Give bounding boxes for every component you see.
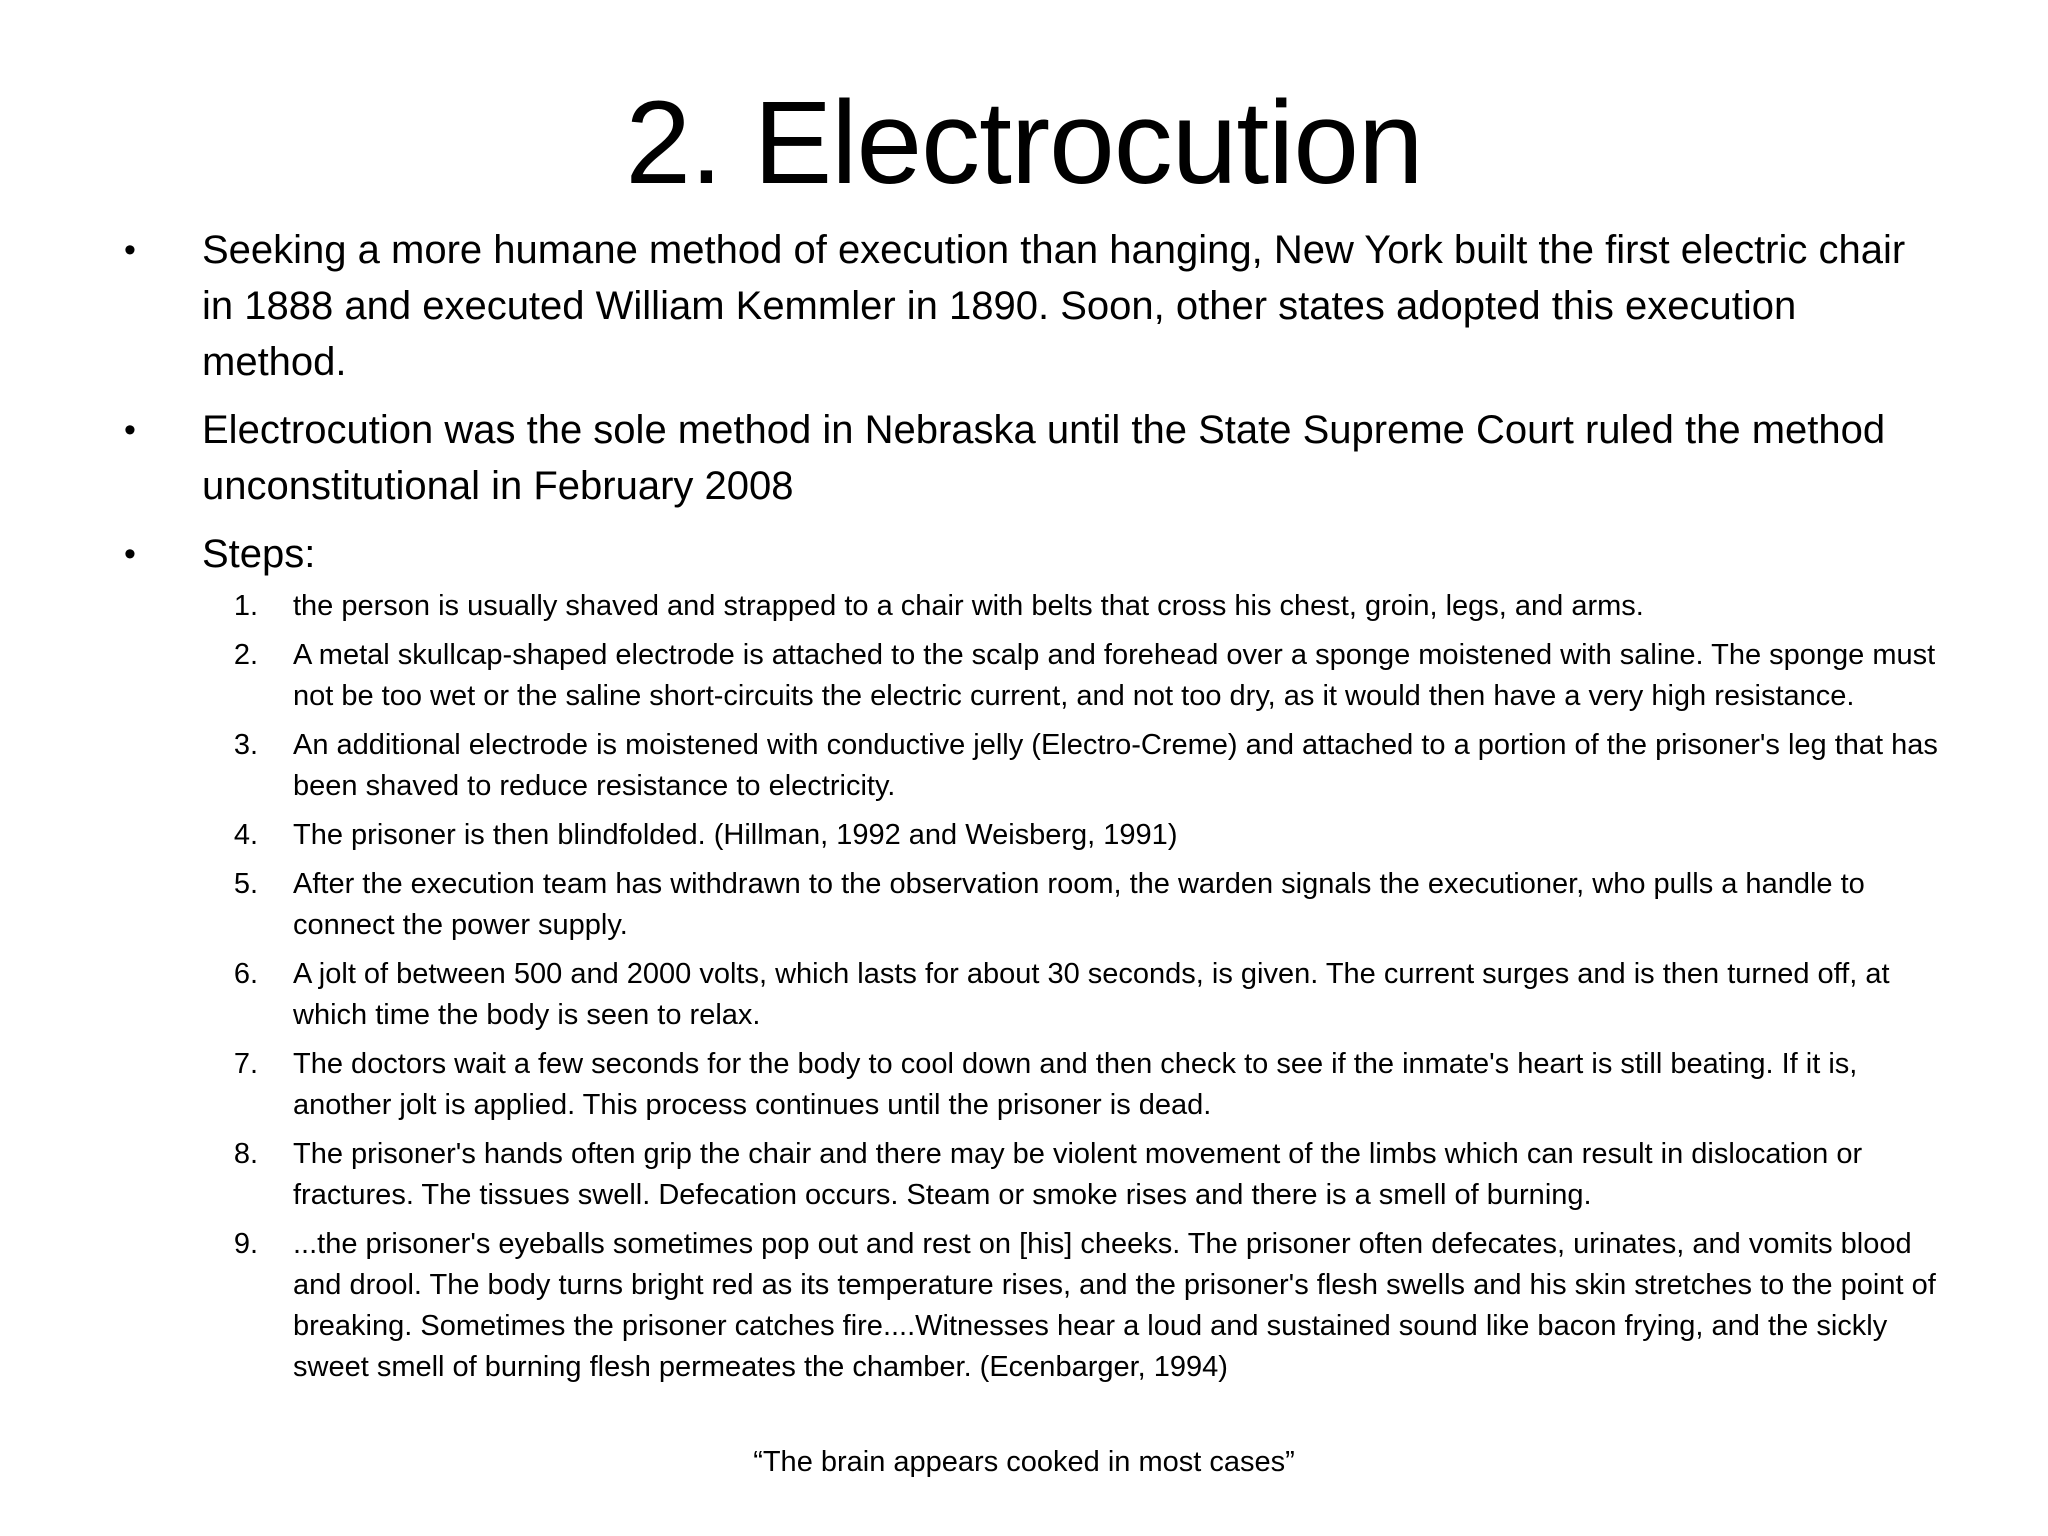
step-number: 8. [233,1138,258,1170]
closing-quote: “The brain appears cooked in most cases” [753,1446,1295,1478]
step-text: A jolt of between 500 and 2000 volts, which lasts for about 30 seconds, is given. The current surges and is then turned off, at which time the body is seen to relax. [293,958,1890,1031]
bullet-text: Seeking a more humane method of execution than hanging, New York built the first electric chair in 1888 and executed William Kemmler in 1890. Soon, other states adopted this execution method. [202,228,1906,384]
step-item [202,864,1952,946]
step-text: The prisoner is then blindfolded. (Hillman, 1992 and Weisberg, 1991) [293,819,1178,851]
step-text: The doctors wait a few seconds for the body to cool down and then check to see if the inmate's heart is still beating. If it is, another jolt is applied. This process continues until the prisoner is dead. [293,1048,1858,1121]
bullet-text: Electrocution was the sole method in Nebraska until the State Supreme Court ruled the method unconstitutional in February 2008 [202,408,1886,508]
step-number: 5. [233,868,258,900]
slide-title: 2. Electrocution [625,77,1423,209]
step-item [202,1044,1952,1126]
step-item [202,815,1952,856]
step-text: ...the prisoner's eyeballs sometimes pop out and rest on [his] cheeks. The prisoner often defecates, urinates, and vomits blood and drool. The body turns bright red as its temperature rises, and the prisoner's flesh swells and his skin stretches to the point of breaking. Sometimes the prisoner catches fire....Witnesses hear a loud and sustained sound like bacon frying, and the sickly sweet smell of burning flesh permeates the chamber. (Ecenbarger, 1994) [293,1228,1936,1383]
step-text: The prisoner's hands often grip the chair and there may be violent movement of the limbs which can result in dislocation or fractures. The tissues swell. Defecation occurs. Steam or smoke rises and there is a smell of burning. [293,1138,1863,1211]
bullet-item [120,222,1940,390]
bullet-list [120,222,1940,1400]
step-item [202,586,1952,627]
step-number: 9. [233,1228,258,1260]
step-text: A metal skullcap-shaped electrode is attached to the scalp and forehead over a sponge moistened with saline. The sponge must not be too wet or the saline short-circuits the electric current, and not too dry, as it would then have a very high resistance. [293,639,1936,712]
step-number: 7. [233,1048,258,1080]
bullet-item [120,526,1940,1388]
steps-list [202,586,1952,1388]
bullet-marker: • [124,231,136,269]
bullet-marker: • [124,411,136,449]
bullet-text: Steps: [202,532,316,576]
step-number: 2. [233,639,258,671]
bullet-marker: • [124,535,136,573]
step-number: 6. [233,958,258,990]
step-text: An additional electrode is moistened with conductive jelly (Electro-Creme) and attached to a portion of the prisoner's leg that has been shaved to reduce resistance to electricity. [293,729,1938,802]
bullet-item [120,402,1940,514]
step-item [202,635,1952,717]
step-item [202,725,1952,807]
step-text: After the execution team has withdrawn to the observation room, the warden signals the executioner, who pulls a handle to connect the power supply. [293,868,1865,941]
step-text: the person is usually shaved and strapped to a chair with belts that cross his chest, groin, legs, and arms. [293,590,1644,622]
step-number: 1. [233,590,258,622]
step-item [202,954,1952,1036]
step-number: 4. [233,819,258,851]
step-item [202,1134,1952,1216]
step-item [202,1224,1952,1388]
step-number: 3. [233,729,258,761]
